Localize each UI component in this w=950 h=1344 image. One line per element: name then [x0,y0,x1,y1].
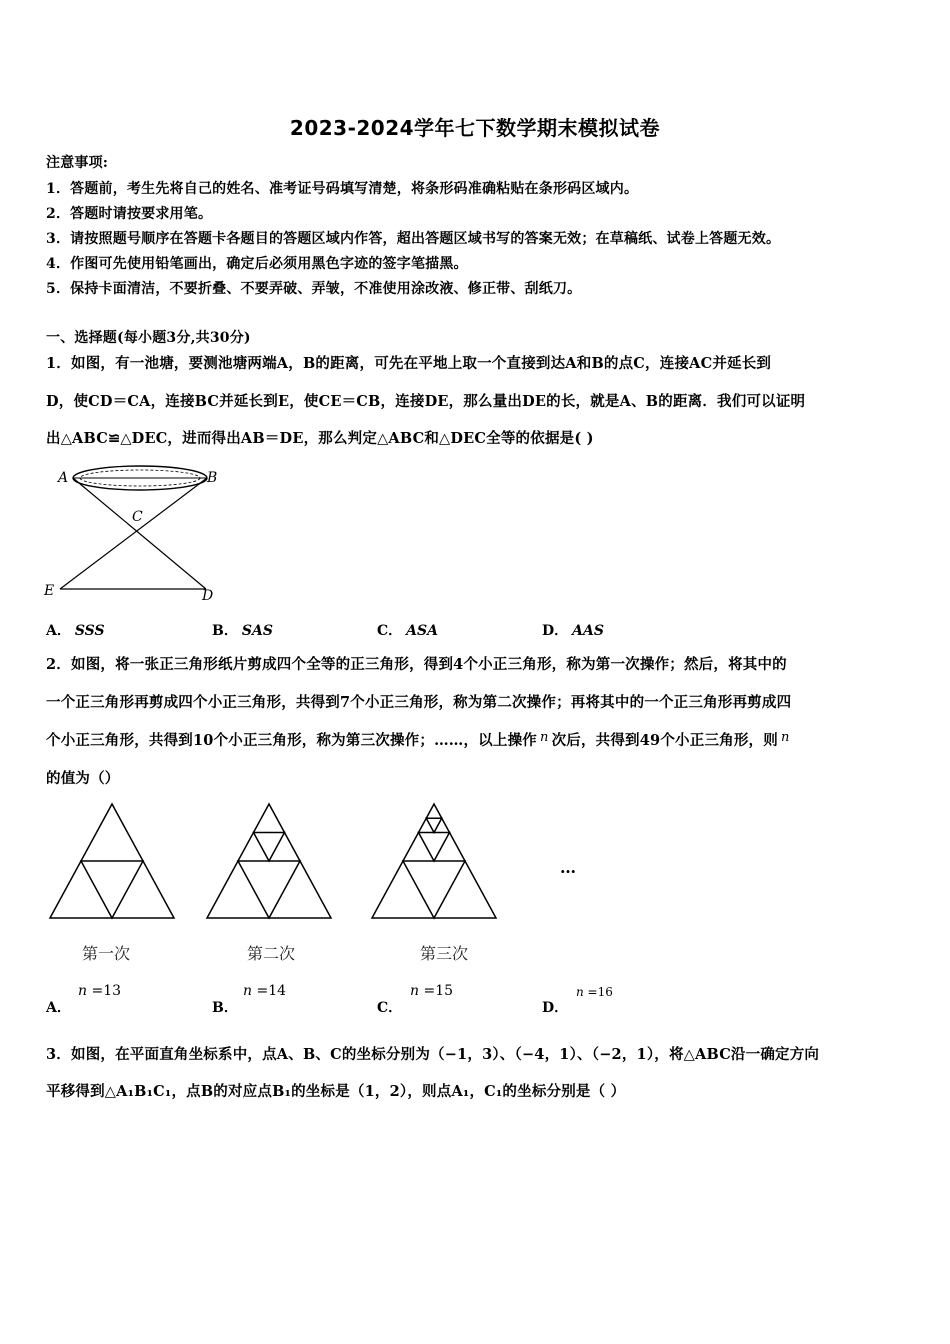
q1-line-1: 1．如图，有一池塘，要测池塘两端A，B的距离，可先在平地上取一个直接到达A和B的点C，连接AC并延长到 [46,355,772,372]
q1-option-c [377,620,438,640]
q3-line-1: 3．如图，在平面直角坐标系中，点A、B、C的坐标分别为（−1，3）、（−4，1）、（−2，1），将△ABC沿一确定方向 [46,1046,820,1063]
q2-option-c-value [410,983,453,999]
q1-line-3: 出△ABC≌△DEC，进而得出AB＝DE，那么判定△ABC和△DEC全等的依据是( ) [46,430,594,447]
q1-option-d [542,620,604,640]
label-c: C [132,509,143,525]
q2-option-a-value [78,983,121,999]
q3-line-2: 平移得到△A₁B₁C₁，点B的对应点B₁的坐标是（1，2），则点A₁，C₁的坐标分别是（ ） [46,1083,626,1100]
q2-line-3-text-a: 个小正三角形，共得到10个小正三角形，称为第三次操作；……，以上操作 [46,732,537,749]
notice-item-2: 2．答题时请按要求用笔。 [46,206,213,222]
triangle-figure-3 [370,802,498,924]
ellipsis: … [560,858,576,877]
notice-item-4: 4．作图可先使用铅笔画出，确定后必须用黑色字迹的签字笔描黑。 [46,256,468,272]
option-eq: =13 [87,983,122,999]
q2-line-3 [46,729,790,750]
q1-option-b [212,620,273,640]
q2-option-b-letter: B． [212,1000,238,1016]
option-letter: B． [212,623,238,639]
notice-item-3: 3．请按照题号顺序在答题卡各题目的答题区域内作答，超出答题区域书写的答案无效；在草稿纸、试卷上答题无效。 [46,231,781,247]
q2-line-2: 一个正三角形再剪成四个小正三角形，共得到7个小正三角形，称为第二次操作；再将其中的一个正三角形再剪成四 [46,694,792,711]
option-letter: A． [46,623,71,639]
q2-option-d-letter: D． [542,1000,569,1016]
option-var: n [243,983,253,999]
triangle-figure-1 [48,802,176,924]
notice-heading: 注意事项: [46,155,109,171]
caption-second: 第二次 [247,944,296,963]
option-value: AAS [572,623,604,639]
q1-option-a [46,620,105,640]
q2-option-b-value [243,983,286,999]
q2-line-4: 的值为（） [46,770,120,787]
q2-var-n: n [780,730,790,745]
label-d: D [202,588,214,604]
segment-be [60,478,207,589]
q2-option-c-letter: C． [377,1000,403,1016]
option-eq: =15 [419,983,454,999]
q2-line-3-text-b: 次后，共得到49个小正三角形，则 [551,732,778,749]
label-b: B [207,470,218,486]
option-letter: C． [377,623,403,639]
option-var: n [410,983,420,999]
label-e: E [44,583,55,599]
option-eq: =16 [583,985,613,999]
q2-option-d-value [576,985,613,999]
caption-third: 第三次 [420,944,469,963]
option-value: ASA [406,623,438,639]
triangle-figure-2 [205,802,333,924]
label-a: A [58,470,69,486]
q2-var-n: n [539,730,549,745]
section-heading: 一、选择题(每小题3分,共30分) [46,330,251,346]
q1-pond-figure [40,458,230,608]
page-title: 2023-2024学年七下数学期末模拟试卷 [289,116,661,140]
option-var: n [576,985,584,999]
segment-ad [73,478,206,589]
option-eq: =14 [252,983,287,999]
option-value: SSS [74,623,105,639]
option-value: SAS [241,623,273,639]
q2-option-a-letter: A． [46,1000,71,1016]
q2-line-1: 2．如图，将一张正三角形纸片剪成四个全等的正三角形，得到4个小正三角形，称为第一次操作；然后，将其中的 [46,656,787,673]
q1-line-2: D，使CD＝CA，连接BC并延长到E，使CE＝CB，连接DE，那么量出DE的长，就是A、B的距离．我们可以证明 [46,393,806,410]
option-var: n [78,983,88,999]
option-letter: D． [542,623,569,639]
notice-item-1: 1．答题前，考生先将自己的姓名、准考证号码填写清楚，将条形码准确粘贴在条形码区域内。 [46,181,639,197]
notice-item-5: 5．保持卡面清洁，不要折叠、不要弄破、弄皱，不准使用涂改液、修正带、刮纸刀。 [46,281,582,297]
caption-first: 第一次 [82,944,131,963]
